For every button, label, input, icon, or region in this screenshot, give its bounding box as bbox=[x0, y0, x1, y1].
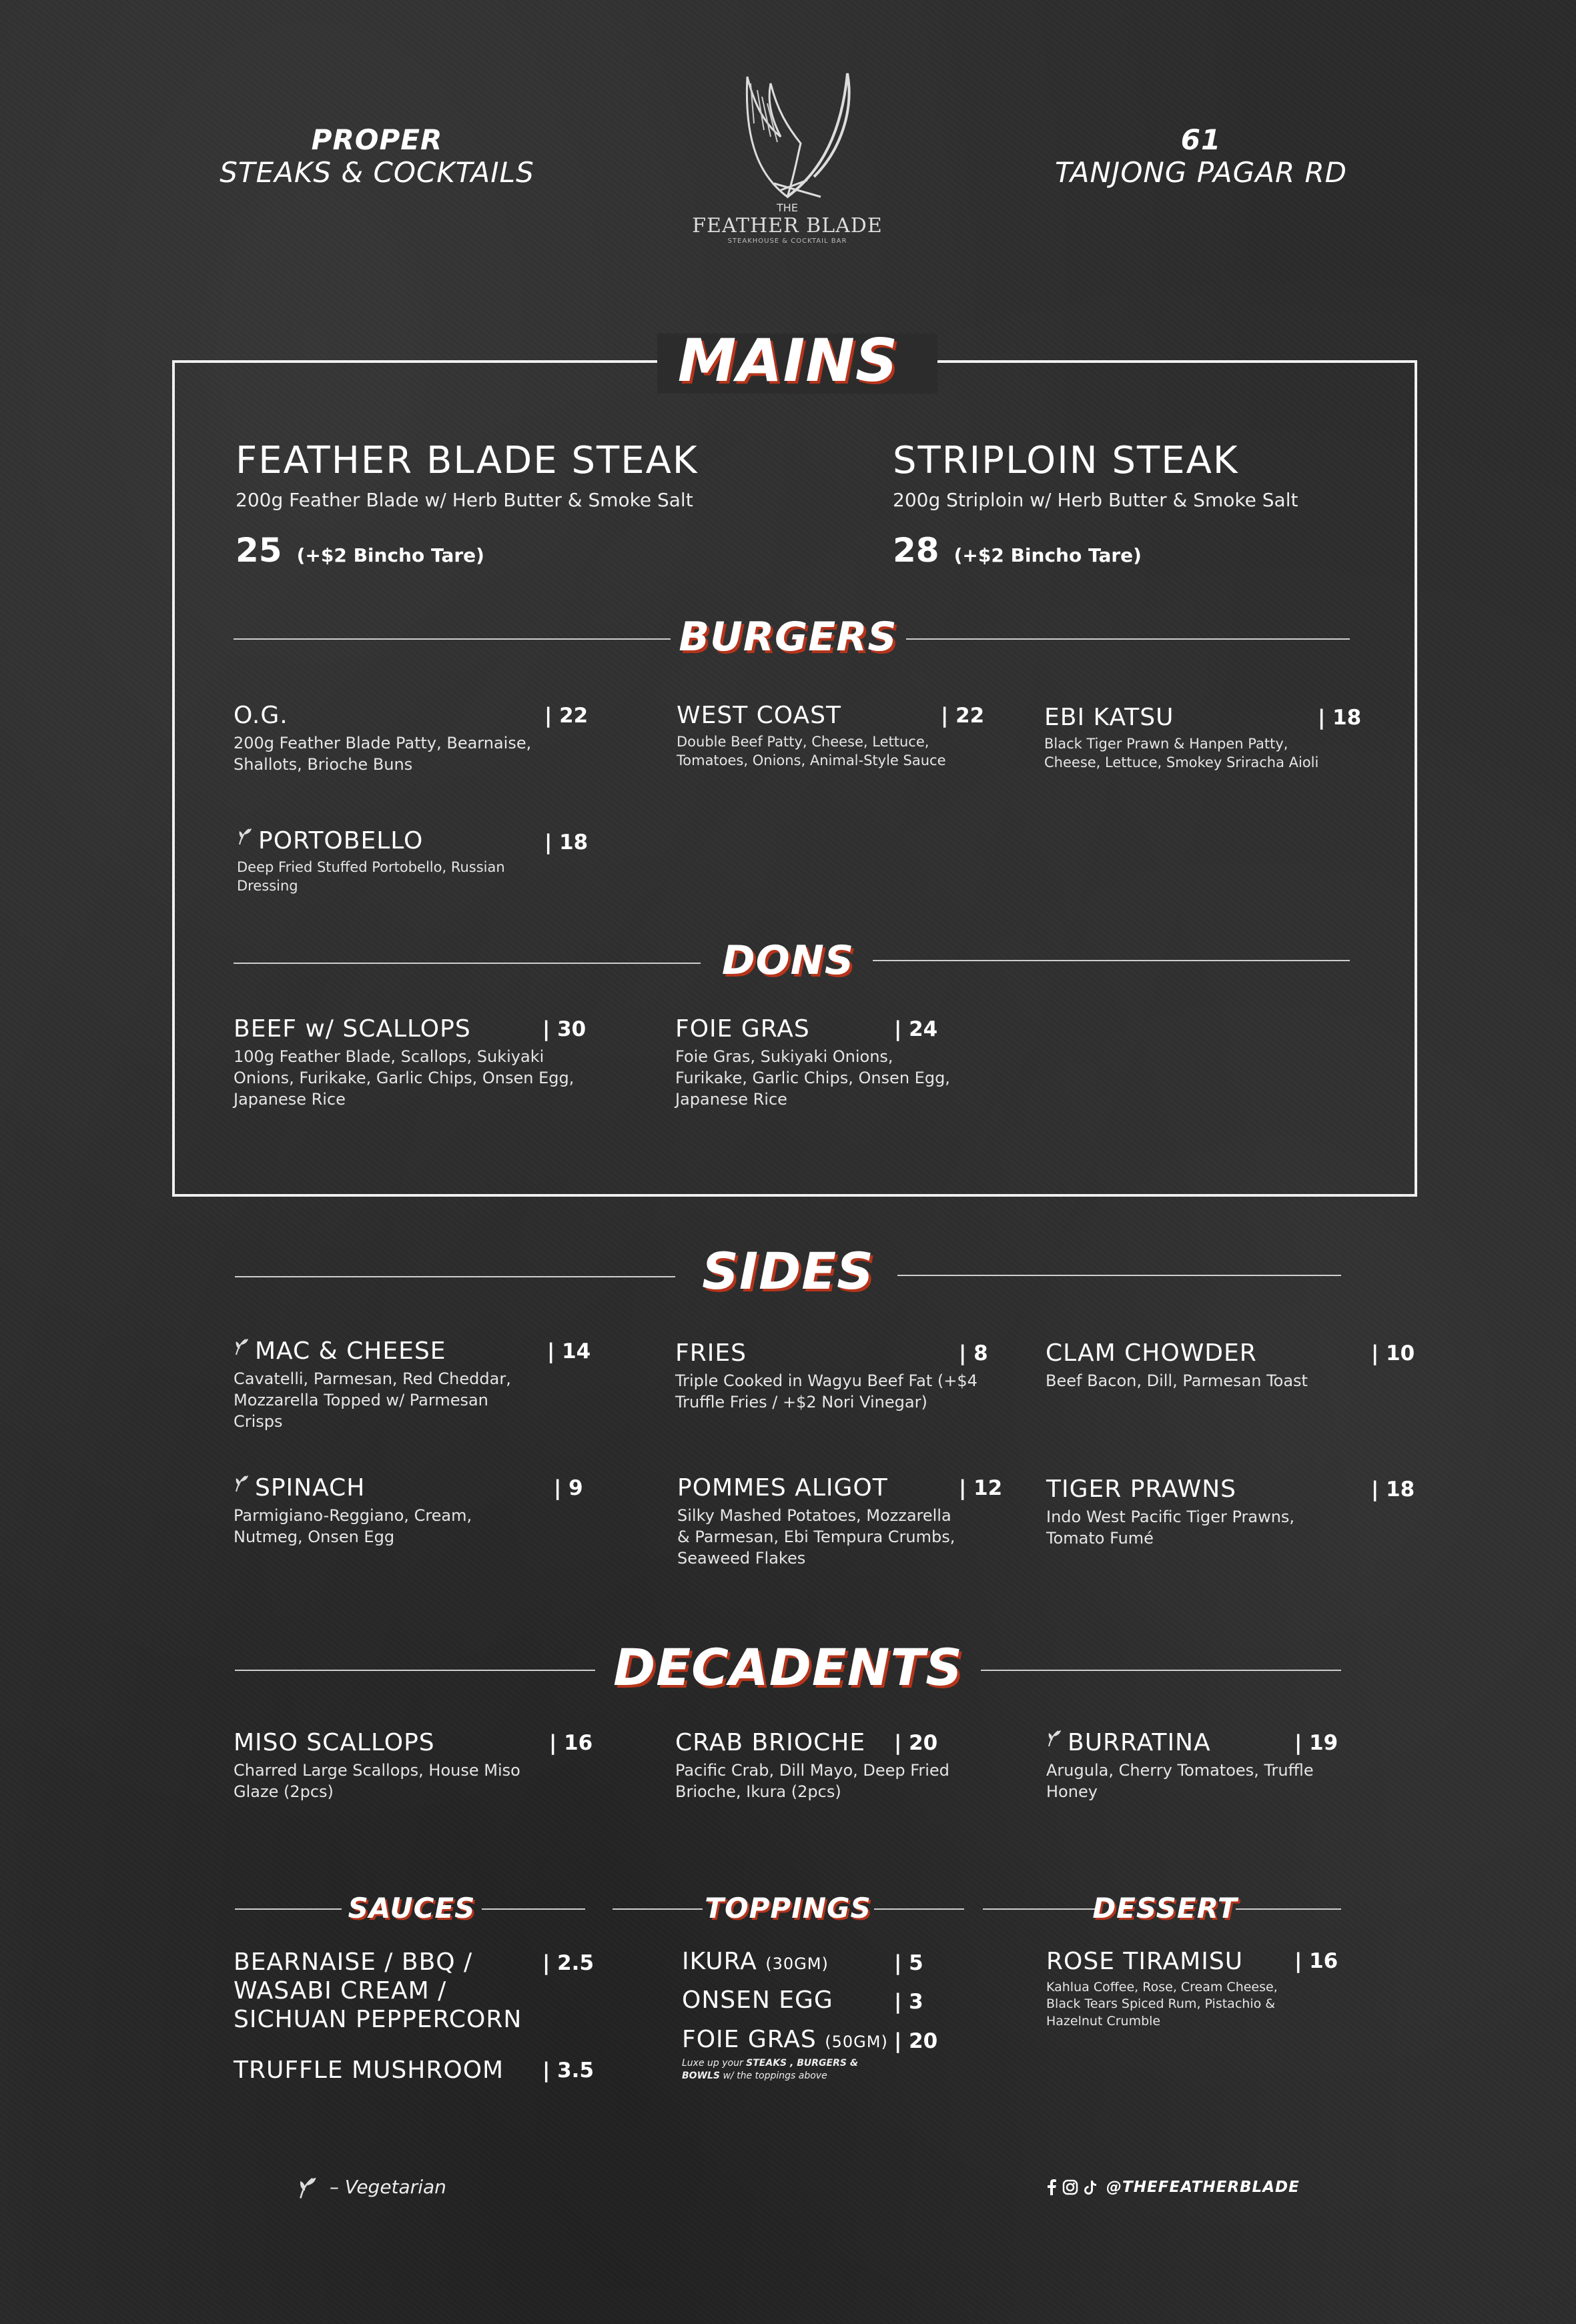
topping-item-onsen-egg bbox=[682, 1986, 833, 2014]
logo bbox=[687, 63, 887, 257]
item-price: | 14 bbox=[547, 1339, 591, 1363]
sauce-item-main bbox=[234, 1948, 540, 2035]
social-handle[interactable]: @THEFEATHERBLADE bbox=[1106, 2179, 1300, 2196]
menu-item-portobello bbox=[237, 827, 530, 896]
item-price: | 18 bbox=[1371, 1478, 1415, 1502]
item-desc: Kahlua Coffee, Rose, Cream Cheese, Black Tears Spiced Rum, Pistachio & Hazelnut Crumble bbox=[1046, 1980, 1278, 2028]
topping-item-foie-gras bbox=[682, 2026, 895, 2083]
item-price: | 20 bbox=[894, 2029, 938, 2053]
menu-item-beef-scallops bbox=[234, 1015, 580, 1110]
sauces-heading: SAUCES bbox=[348, 1892, 476, 1924]
item-price: | 24 bbox=[894, 1017, 938, 1041]
item-price: | 8 bbox=[959, 1341, 988, 1365]
item-desc: Indo West Pacific Tiger Prawns, Tomato Fumé bbox=[1046, 1508, 1295, 1548]
item-name: SPINACH bbox=[255, 1474, 366, 1502]
item-name-row bbox=[234, 1337, 540, 1365]
main-item-desc: 200g Striploin w/ Herb Butter & Smoke Salt bbox=[893, 489, 1298, 511]
tagline-right-line1: 61 bbox=[1180, 123, 1222, 156]
main-item-name: STRIPLOIN STEAK bbox=[893, 439, 1239, 482]
item-desc: Cavatelli, Parmesan, Red Cheddar, Mozzarella Topped w/ Parmesan Crisps bbox=[234, 1369, 511, 1431]
item-desc: Pacific Crab, Dill Mayo, Deep Fried Brioche, Ikura (2pcs) bbox=[675, 1761, 949, 1802]
toppings-rule-left bbox=[613, 1908, 703, 1910]
toppings-note-post: w/ the toppings above bbox=[720, 2071, 827, 2082]
item-price: | 18 bbox=[544, 830, 588, 854]
decadents-heading: DECADENTS bbox=[613, 1638, 963, 1697]
leaf-icon bbox=[237, 827, 254, 846]
tagline-left bbox=[200, 123, 554, 189]
sauces-rule-left bbox=[235, 1908, 342, 1910]
item-unit: (30GM) bbox=[765, 1954, 829, 1973]
sides-heading: SIDES bbox=[702, 1241, 874, 1301]
item-name-row bbox=[234, 1474, 540, 1502]
main-item-price: 25 bbox=[236, 531, 282, 570]
item-price: | 10 bbox=[1371, 1341, 1415, 1365]
menu-item-spinach bbox=[234, 1474, 540, 1548]
sides-rule-right bbox=[897, 1275, 1341, 1276]
item-desc: 100g Feather Blade, Scallops, Sukiyaki Onions, Furikake, Garlic Chips, Onsen Egg, Japanese Rice bbox=[234, 1047, 574, 1109]
item-desc: Foie Gras, Sukiyaki Onions, Furikake, Garlic Chips, Onsen Egg, Japanese Rice bbox=[675, 1047, 950, 1109]
logo-line1: THE bbox=[777, 201, 798, 214]
item-price: | 9 bbox=[554, 1476, 583, 1500]
item-desc: Parmigiano-Reggiano, Cream, Nutmeg, Onsen Egg bbox=[234, 1506, 472, 1547]
topping-item-ikura bbox=[682, 1948, 829, 1975]
item-name: TRUFFLE MUSHROOM bbox=[234, 2057, 504, 2084]
burgers-rule-left bbox=[234, 638, 671, 640]
item-name: IKURA bbox=[682, 1948, 757, 1975]
item-name-row bbox=[237, 827, 530, 854]
item-name: TIGER PRAWNS bbox=[1046, 1476, 1237, 1503]
item-desc: Black Tiger Prawn & Hanpen Patty, Cheese, Lettuce, Smokey Sriracha Aioli bbox=[1044, 736, 1319, 771]
item-desc: Triple Cooked in Wagyu Beef Fat (+$4 Truffle Fries / +$2 Nori Vinegar) bbox=[675, 1371, 977, 1412]
burgers-heading: BURGERS bbox=[679, 614, 897, 660]
menu-item-og bbox=[234, 702, 567, 776]
feather-logo-icon bbox=[687, 63, 887, 203]
leaf-icon bbox=[297, 2176, 320, 2200]
item-name: CRAB BRIOCHE bbox=[675, 1729, 866, 1756]
leaf-icon bbox=[234, 1474, 251, 1493]
item-name: PORTOBELLO bbox=[258, 827, 424, 854]
main-item-striploin bbox=[893, 439, 1298, 570]
menu-item-pommes-aligot bbox=[677, 1474, 957, 1569]
item-price: | 5 bbox=[894, 1951, 923, 1975]
decadents-rule-left bbox=[235, 1670, 595, 1671]
item-name: O.G. bbox=[234, 702, 288, 729]
sauce-item-truffle bbox=[234, 2057, 540, 2084]
decadents-rule-right bbox=[981, 1670, 1341, 1671]
logo-line2: FEATHER BLADE bbox=[692, 214, 883, 237]
item-name: WEST COAST bbox=[677, 702, 841, 729]
item-price: | 20 bbox=[894, 1731, 938, 1755]
main-item-extra: (+$2 Bincho Tare) bbox=[296, 544, 484, 566]
item-price: | 3.5 bbox=[542, 2059, 595, 2083]
toppings-note-pre: Luxe up your bbox=[682, 2058, 747, 2069]
leaf-icon bbox=[234, 1337, 251, 1356]
menu-item-tiger-prawns bbox=[1046, 1476, 1340, 1550]
menu-item-mac-cheese bbox=[234, 1337, 540, 1432]
item-name: BURRATINA bbox=[1068, 1729, 1211, 1756]
dessert-item-rose-tiramisu bbox=[1046, 1948, 1313, 2030]
toppings-note-bold: STEAKS , BURGERS & BOWLS bbox=[682, 2058, 859, 2082]
dessert-heading: DESSERT bbox=[1092, 1892, 1238, 1924]
dessert-rule-right bbox=[1236, 1908, 1341, 1910]
dons-rule-left bbox=[234, 963, 701, 964]
burgers-rule-right bbox=[906, 638, 1350, 640]
item-name: BEEF w/ SCALLOPS bbox=[234, 1015, 471, 1043]
sauces-rule-right bbox=[482, 1908, 585, 1910]
main-item-price-row bbox=[236, 531, 699, 570]
main-item-name: FEATHER BLADE STEAK bbox=[236, 439, 699, 482]
instagram-icon[interactable] bbox=[1062, 2179, 1078, 2195]
toppings-rule-right bbox=[874, 1908, 964, 1910]
item-price: | 30 bbox=[542, 1017, 586, 1041]
item-desc: Double Beef Patty, Cheese, Lettuce, Tomatoes, Onions, Animal-Style Sauce bbox=[677, 734, 946, 769]
main-item-extra: (+$2 Bincho Tare) bbox=[953, 544, 1142, 566]
main-item-feather-blade bbox=[236, 439, 699, 570]
menu-item-west-coast bbox=[677, 702, 957, 770]
menu-item-clam-chowder bbox=[1046, 1339, 1339, 1392]
item-name: ROSE TIRAMISU bbox=[1046, 1948, 1244, 1975]
tagline-right bbox=[1021, 123, 1381, 189]
facebook-icon[interactable] bbox=[1046, 2179, 1057, 2195]
item-desc: Deep Fried Stuffed Portobello, Russian Dressing bbox=[237, 859, 505, 895]
item-name: FRIES bbox=[675, 1339, 747, 1367]
vegetarian-legend-text: – Vegetarian bbox=[329, 2176, 446, 2198]
tagline-left-line2: STEAKS & COCKTAILS bbox=[220, 156, 534, 189]
item-name: ONSEN EGG bbox=[682, 1986, 833, 2014]
toppings-note bbox=[682, 2057, 895, 2083]
item-desc: Arugula, Cherry Tomatoes, Truffle Honey bbox=[1046, 1761, 1314, 1802]
item-name: EBI KATSU bbox=[1044, 704, 1174, 731]
item-name-row bbox=[682, 2026, 895, 2053]
item-price: | 3 bbox=[894, 1990, 923, 2014]
item-unit: (50GM) bbox=[825, 2032, 888, 2051]
main-item-price-row bbox=[893, 531, 1298, 570]
mains-heading: MAINS bbox=[677, 326, 899, 395]
item-name: FOIE GRAS bbox=[675, 1015, 810, 1043]
menu-item-ebi-katsu bbox=[1044, 704, 1338, 772]
item-name: BEARNAISE / BBQ / WASABI CREAM / SICHUAN PEPPERCORN bbox=[234, 1948, 522, 2034]
item-price: | 16 bbox=[1294, 1949, 1338, 1973]
item-name: CLAM CHOWDER bbox=[1046, 1339, 1257, 1367]
item-desc: 200g Feather Blade Patty, Bearnaise, Shallots, Brioche Buns bbox=[234, 734, 532, 774]
tiktok-icon[interactable] bbox=[1084, 2179, 1097, 2195]
main-item-price: 28 bbox=[893, 531, 939, 570]
main-item-desc: 200g Feather Blade w/ Herb Butter & Smoke Salt bbox=[236, 489, 693, 511]
item-desc: Silky Mashed Potatoes, Mozzarella & Parmesan, Ebi Tempura Crumbs, Seaweed Flakes bbox=[677, 1506, 955, 1568]
item-price: | 19 bbox=[1294, 1731, 1338, 1755]
dons-rule-right bbox=[873, 960, 1350, 961]
item-name-row bbox=[682, 1948, 829, 1975]
social-row bbox=[1046, 2179, 1300, 2196]
item-price: | 22 bbox=[941, 704, 985, 728]
item-name: MAC & CHEESE bbox=[255, 1337, 446, 1365]
item-price: | 18 bbox=[1318, 706, 1362, 730]
toppings-heading: TOPPINGS bbox=[705, 1892, 871, 1924]
logo-line3: STEAKHOUSE & COCKTAIL BAR bbox=[727, 237, 847, 245]
dons-heading: DONS bbox=[721, 937, 855, 984]
vegetarian-legend bbox=[297, 2176, 446, 2200]
item-name: MISO SCALLOPS bbox=[234, 1729, 435, 1756]
menu-item-miso-scallops bbox=[234, 1729, 540, 1803]
item-price: | 16 bbox=[549, 1731, 593, 1755]
item-desc: Beef Bacon, Dill, Parmesan Toast bbox=[1046, 1371, 1308, 1391]
item-name: FOIE GRAS bbox=[682, 2026, 817, 2053]
dessert-rule-left bbox=[983, 1908, 1095, 1910]
tagline-left-line1: PROPER bbox=[311, 123, 443, 156]
item-desc: Charred Large Scallops, House Miso Glaze (2pcs) bbox=[234, 1761, 520, 1802]
tagline-right-line2: TANJONG PAGAR RD bbox=[1054, 156, 1347, 189]
item-price: | 2.5 bbox=[542, 1951, 595, 1975]
item-name: POMMES ALIGOT bbox=[677, 1474, 888, 1502]
item-price: | 12 bbox=[959, 1476, 1003, 1500]
sides-rule-left bbox=[235, 1276, 675, 1277]
leaf-icon bbox=[1046, 1729, 1064, 1748]
item-price: | 22 bbox=[544, 704, 588, 728]
